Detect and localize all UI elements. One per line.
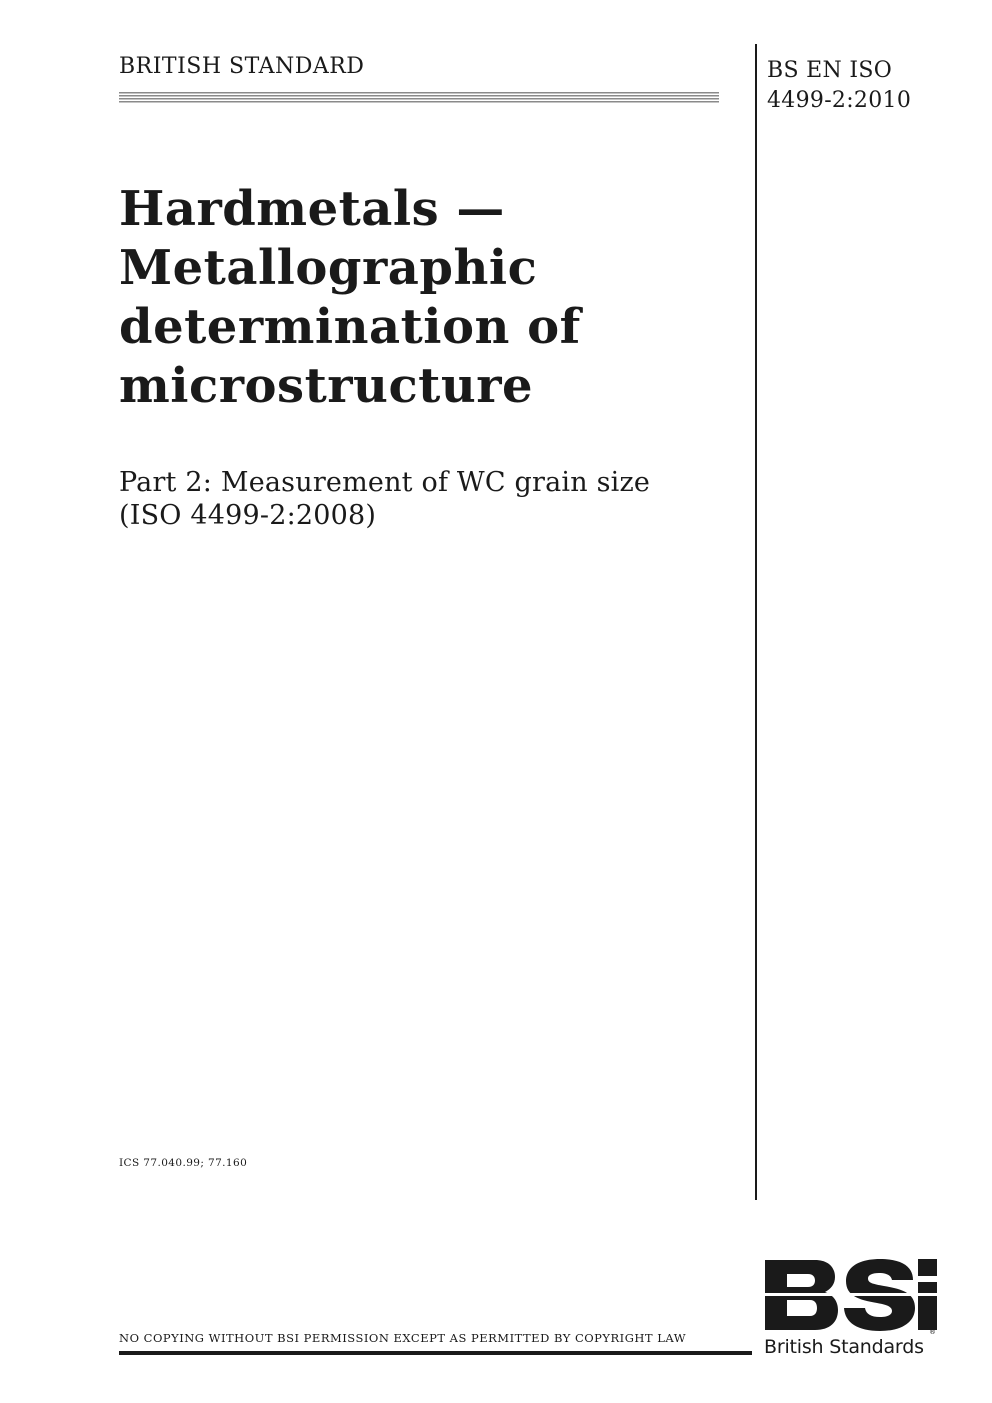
document-subtitle: [119, 466, 650, 532]
subtitle-line2: (ISO 4499-2:2008): [119, 500, 377, 531]
ics-code: ICS 77.040.99; 77.160: [119, 1157, 248, 1169]
footer-rule: [119, 1351, 752, 1355]
document-title: [119, 180, 739, 416]
standard-number-line1: BS EN ISO: [767, 58, 893, 83]
vertical-divider: [755, 44, 757, 1200]
standard-number-line2: 4499-2:2010: [767, 88, 912, 113]
document-type-label: BRITISH STANDARD: [119, 54, 365, 79]
header-rule: [119, 92, 719, 104]
bsi-wordmark-icon: [763, 1256, 941, 1334]
bsi-logo: [763, 1256, 943, 1366]
registered-mark: ®: [929, 1328, 936, 1336]
title-line: determination of: [119, 299, 581, 355]
bsi-stripes: [763, 1293, 941, 1296]
standard-number: [767, 56, 911, 116]
title-line: microstructure: [119, 358, 534, 414]
subtitle-line1: Part 2: Measurement of WC grain size: [119, 467, 651, 498]
title-line: Metallographic: [119, 240, 538, 296]
copyright-notice: NO COPYING WITHOUT BSI PERMISSION EXCEPT AS PERMITTED BY COPYRIGHT LAW: [119, 1331, 687, 1345]
title-line: Hardmetals —: [119, 181, 505, 237]
bsi-name: British Standards: [764, 1336, 924, 1358]
